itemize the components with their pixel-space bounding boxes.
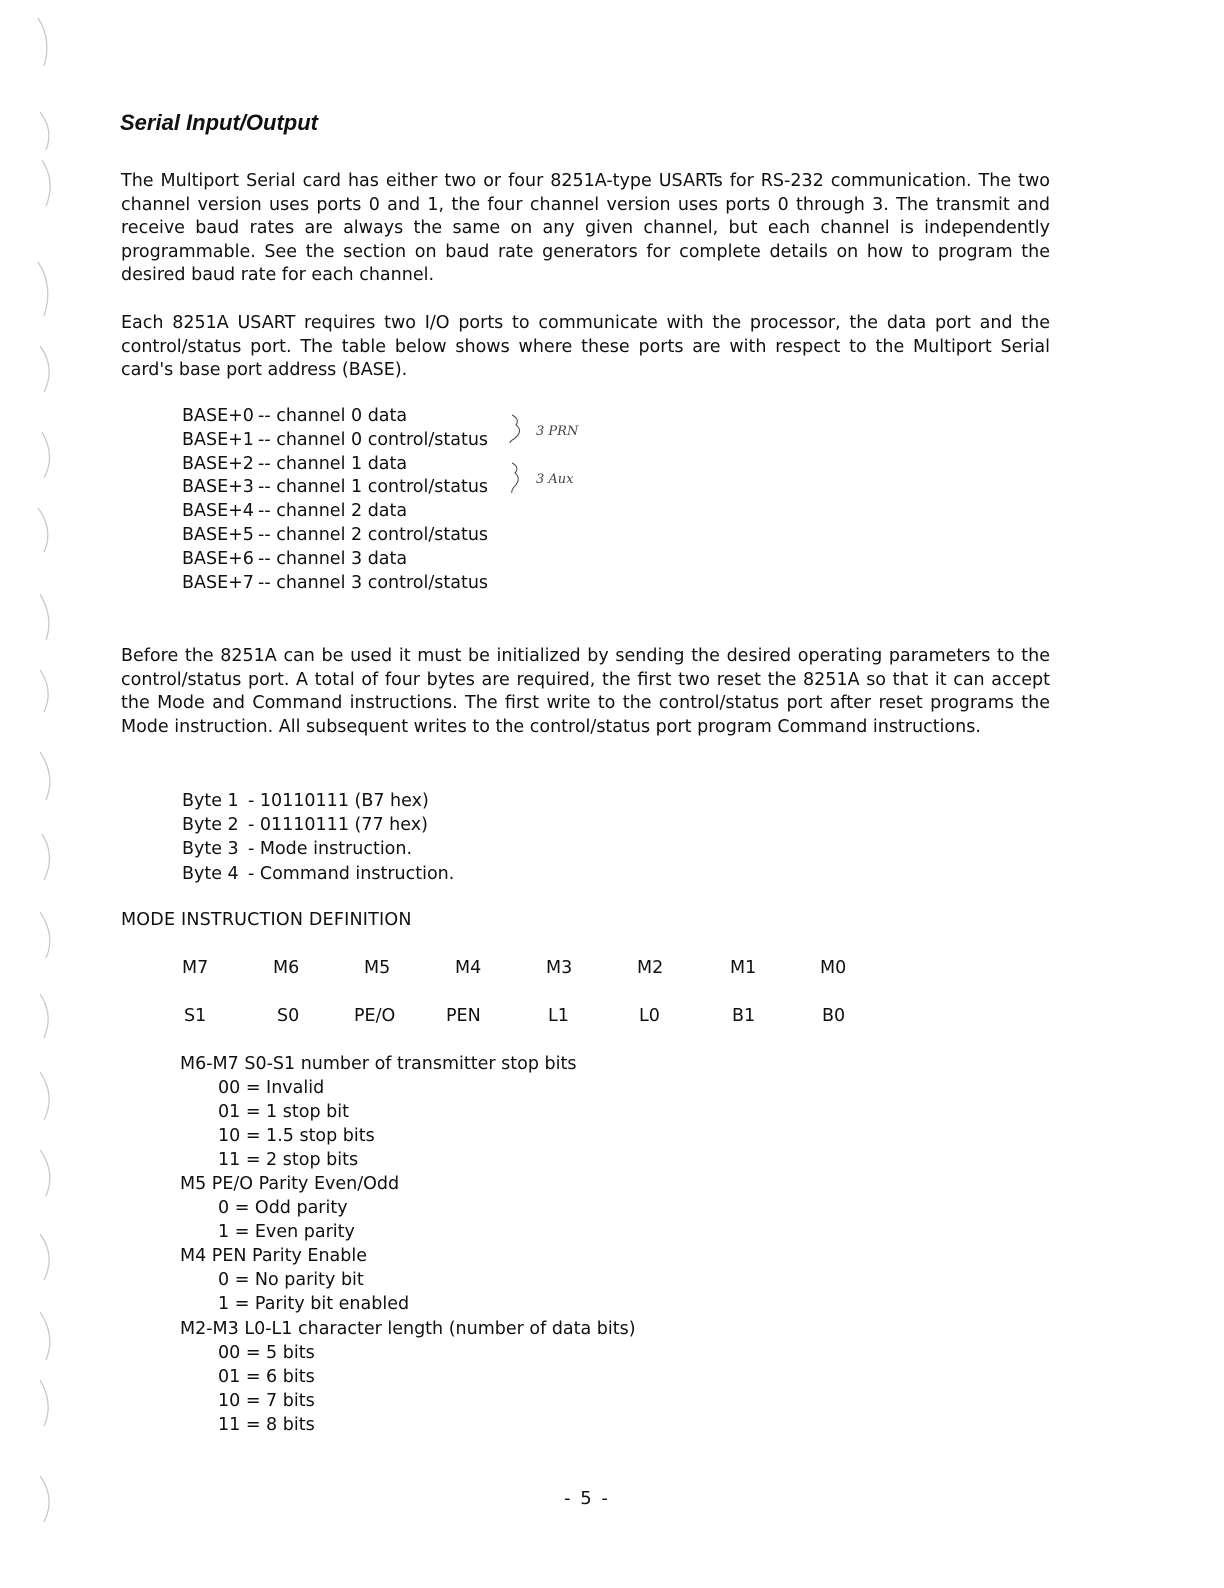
port-description: -- channel 0 control/status bbox=[258, 429, 489, 450]
port-row bbox=[182, 572, 488, 596]
definition-line: 00 = Invalid bbox=[218, 1078, 325, 1099]
port-address: BASE+5 bbox=[182, 524, 254, 545]
port-row bbox=[182, 500, 488, 524]
binder-hole-marks bbox=[0, 0, 80, 1584]
bit-field: PE/O bbox=[354, 1006, 396, 1026]
port-address: BASE+2 bbox=[182, 453, 254, 474]
port-description: -- channel 1 data bbox=[258, 453, 408, 474]
definition-line: M4 PEN Parity Enable bbox=[180, 1246, 367, 1267]
bit-name: M5 bbox=[364, 958, 391, 978]
port-row bbox=[182, 524, 488, 548]
port-row bbox=[182, 429, 488, 453]
bit-name: M6 bbox=[273, 958, 300, 978]
definition-line: 01 = 1 stop bit bbox=[218, 1102, 349, 1123]
port-description: -- channel 0 data bbox=[258, 406, 408, 426]
port-address: BASE+0 bbox=[182, 406, 254, 426]
port-address: BASE+7 bbox=[182, 572, 254, 593]
port-row bbox=[182, 476, 488, 500]
definition-line: 0 = Odd parity bbox=[218, 1198, 348, 1219]
port-row bbox=[182, 453, 488, 477]
port-description: -- channel 3 data bbox=[258, 548, 408, 569]
binder-hole-marks-graphic bbox=[0, 0, 80, 1584]
port-address: BASE+4 bbox=[182, 501, 254, 522]
port-description: -- channel 1 control/status bbox=[258, 477, 489, 498]
bit-name: M0 bbox=[820, 958, 847, 978]
byte-row bbox=[182, 789, 454, 813]
byte-row bbox=[182, 862, 454, 886]
byte-label: Byte 4 bbox=[182, 863, 239, 884]
definition-line: 0 = No parity bit bbox=[218, 1270, 364, 1291]
definition-line: 10 = 1.5 stop bits bbox=[218, 1126, 375, 1147]
bit-field: PEN bbox=[446, 1006, 481, 1026]
byte-list bbox=[182, 789, 454, 886]
port-address-list bbox=[182, 405, 488, 595]
mode-definitions bbox=[180, 1052, 636, 1437]
handwritten-note-aux: 3 Aux bbox=[536, 472, 574, 487]
ports-paragraph: Each 8251A USART requires two I/O ports to communicate with the processor, the data port and the control/status port. The table below shows where these ports are with respect to the Multiport Serial card's base port address (BASE). bbox=[121, 313, 1050, 381]
bit-field: L0 bbox=[639, 1006, 660, 1026]
init-paragraph: Before the 8251A can be used it must be initialized by sending the desired operating parameters to the control/status port. A total of four bytes are required, the first two reset the 8251A so that it can accept the Mode and Command instructions. The first write to the control/status port after reset programs the Mode instruction. All subsequent writes to the control/status port program Command instructions. bbox=[121, 646, 1050, 737]
bit-field: S1 bbox=[184, 1006, 207, 1026]
definition-line: 10 = 7 bits bbox=[218, 1390, 315, 1411]
definition-line: M2-M3 L0-L1 character length (number of data bits) bbox=[180, 1318, 636, 1339]
bit-name: M3 bbox=[546, 958, 573, 978]
definition-line: 11 = 2 stop bits bbox=[218, 1150, 359, 1171]
handwritten-brackets bbox=[500, 405, 620, 525]
bit-field-row bbox=[0, 1006, 1224, 1032]
bit-field: L1 bbox=[548, 1006, 569, 1026]
definition-line: M5 PE/O Parity Even/Odd bbox=[180, 1174, 400, 1195]
section-title: Serial Input/Output bbox=[120, 110, 318, 135]
bit-field: B0 bbox=[822, 1006, 846, 1026]
port-description: -- channel 2 control/status bbox=[258, 524, 489, 545]
mode-instruction-heading: MODE INSTRUCTION DEFINITION bbox=[121, 910, 412, 930]
byte-value: - 10110111 (B7 hex) bbox=[248, 791, 429, 811]
port-description: -- channel 2 data bbox=[258, 501, 408, 522]
byte-value: - 01110111 (77 hex) bbox=[248, 815, 428, 836]
byte-label: Byte 3 bbox=[182, 839, 239, 860]
definition-line: 11 = 8 bits bbox=[218, 1414, 315, 1435]
bit-name: M7 bbox=[182, 958, 209, 978]
byte-label: Byte 2 bbox=[182, 815, 239, 836]
definition-line: 00 = 5 bits bbox=[218, 1342, 315, 1363]
bit-name: M4 bbox=[455, 958, 482, 978]
port-address: BASE+3 bbox=[182, 477, 254, 498]
port-address: BASE+6 bbox=[182, 548, 254, 569]
handwritten-note-prn: 3 PRN bbox=[536, 424, 579, 439]
definition-line: 1 = Even parity bbox=[218, 1222, 355, 1243]
bit-field: B1 bbox=[732, 1006, 756, 1026]
port-row bbox=[182, 405, 488, 429]
port-row bbox=[182, 548, 488, 572]
byte-row bbox=[182, 837, 454, 861]
bit-name: M1 bbox=[730, 958, 757, 978]
byte-value: - Command instruction. bbox=[248, 863, 455, 884]
bit-name-row bbox=[0, 958, 1224, 984]
bit-field: S0 bbox=[277, 1006, 300, 1026]
definition-line: 01 = 6 bits bbox=[218, 1366, 315, 1387]
port-address: BASE+1 bbox=[182, 429, 254, 450]
intro-paragraph: The Multiport Serial card has either two or four 8251A-type USARTs for RS-232 communication. The two channel version uses ports 0 and 1, the four channel version uses ports 0 through 3. The transmit and receive baud rates are always the same on any given channel, but each channel is independently programmable. See the section on baud rate generators for complete details on how to program the desired baud rate for each channel. bbox=[121, 171, 1050, 286]
handwritten-annotation bbox=[500, 405, 620, 525]
page-number: - 5 - bbox=[564, 1488, 610, 1509]
byte-value: - Mode instruction. bbox=[248, 839, 413, 860]
bit-name: M2 bbox=[637, 958, 664, 978]
port-description: -- channel 3 control/status bbox=[258, 572, 489, 593]
definition-line: 1 = Parity bit enabled bbox=[218, 1294, 410, 1315]
byte-row bbox=[182, 813, 454, 837]
byte-label: Byte 1 bbox=[182, 791, 239, 811]
definition-line: M6-M7 S0-S1 number of transmitter stop bits bbox=[180, 1054, 577, 1074]
